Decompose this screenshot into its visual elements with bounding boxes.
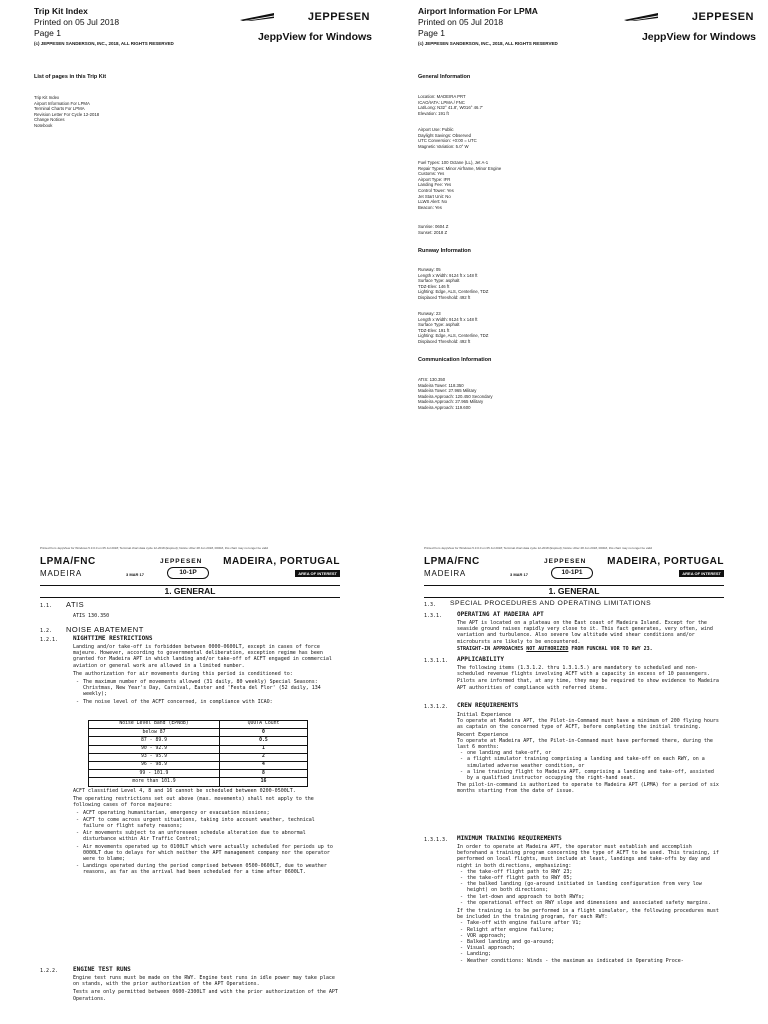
info-line: Repair Types: Minor Airframe, Minor Engine xyxy=(418,165,502,171)
table-row xyxy=(89,753,308,761)
paragraph: Landing and/or take-off is forbidden between 0000-0600LT, except in cases of force majeure. However, according to governmental deliberation, exception regime has been granted for Madeira APT in which landing and/or take-off of ACFT engaged in commercial aviation or general work are allowed in a limited number. xyxy=(73,644,332,669)
bullet-item: - The maximum number of movements allowed (31 daily, 80 weekly) Special Seasons: Christmas, New Year's Day, Carnival, Easter and 'Festa del Flor' (52 daily, 134 weekly); xyxy=(73,679,338,698)
force-majeure-text xyxy=(73,788,338,876)
bullet-item: - the take-off flight path to RWY 23; xyxy=(457,869,722,875)
general-info-title: General Information xyxy=(418,74,471,80)
general-block-location xyxy=(418,94,483,116)
paragraph: The following items (1.3.1.2. thru 1.3.1.5.) are mandatory to scheduled and non-scheduled revenue flights involving ACFT with a capacity in excess of 10 passengers. xyxy=(457,665,710,678)
info-line: Lighting: Edge, ALS, Centerline, TDZ xyxy=(418,333,489,339)
info-line: TDZ-Elev: 146 ft xyxy=(418,283,450,289)
section-number: 1.2. xyxy=(40,628,53,634)
info-line: UTC Conversion: +0:00 = UTC xyxy=(418,138,477,144)
section-heading: SPECIAL PROCEDURES AND OPERATING LIMITATIONS xyxy=(450,600,652,607)
bullet-item: - Take-off with engine failure after V1; xyxy=(457,920,722,926)
info-line: Surface Type: asphalt xyxy=(418,278,460,284)
subheading: Recent Experience xyxy=(457,731,509,738)
info-line: Sunset: 2018 Z xyxy=(418,229,448,235)
jeppesen-logo xyxy=(624,11,754,25)
bullet-item: - Weather conditions: Winds - the maximum as indicated in Operating Proce- xyxy=(457,958,722,964)
info-line: Jet Start Unit: No xyxy=(418,193,451,199)
bullet-item: - Balked landing and go-around; xyxy=(457,939,722,945)
info-line: Elevation: 191 ft xyxy=(418,110,449,116)
section-heading: NOISE ABATEMENT xyxy=(66,625,144,634)
paragraph: The authorization for air movements during this period is conditioned to: xyxy=(73,670,293,677)
info-line: ICAO/IATA: LPMA / FNC xyxy=(418,99,465,105)
crew-requirements-text xyxy=(457,712,722,795)
info-line: Lat/Long: N32° 41.8', W016° 46.7' xyxy=(418,105,483,111)
runway-05-block xyxy=(418,267,488,301)
subsection-heading: CREW REQUIREMENTS xyxy=(457,702,519,709)
bullet-item: - the operational effect on RWY slope and dimensions and associated safety margins. xyxy=(457,900,722,906)
chart-date: 3 MAR 17 xyxy=(126,572,145,577)
paragraph: In order to operate at Madeira APT, the operator must establish and accomplish beforehand a training program concerning the type of ACFT to be used. This training, if performed on local flights, must include at least, landings and take-offs by day and night in both directions, emphasizing: xyxy=(457,844,719,869)
quota-count: 2 xyxy=(220,753,308,761)
info-line: Madeira Approach: 120.450 Secondary xyxy=(418,393,493,399)
area-badge: AREA OF INTEREST xyxy=(295,570,340,577)
noise-band: 87 - 89.9 xyxy=(89,737,220,745)
airport-code: LPMA/FNC xyxy=(40,556,96,567)
restriction-text: FROM FUNCHAL VOR TO RWY 23. xyxy=(568,645,653,652)
list-item: Change Notices xyxy=(34,117,65,123)
subsection-heading: NIGHTTIME RESTRICTIONS xyxy=(73,635,153,642)
info-line: LLWS Alert: No xyxy=(418,199,448,205)
jeppesen-mark: JEPPESEN xyxy=(160,558,203,565)
info-line: Control Tower: Yes xyxy=(418,187,454,193)
paragraph: The operating restrictions set out above (max. movements) shall not apply to the following cases of force majeure: xyxy=(73,796,314,809)
info-line: Customs: Yes xyxy=(418,171,445,177)
section-divider xyxy=(40,597,340,598)
print-notice: Printed from JeppView for Windows 5.3.0.0 on 05 Jul 2018; Terminal chart data cycle 12-2018 (Expired); Notice: After 28 Jun 2018, 0000Z, this chart may no longer be valid xyxy=(40,546,269,550)
info-line: Length x Width: 9124 ft x 148 ft xyxy=(418,316,478,322)
quota-count: 0.5 xyxy=(220,737,308,745)
chart-number: 10-1P xyxy=(167,567,209,579)
section-number: 1.3.1.2. xyxy=(424,704,449,710)
printed-date: Printed on 05 Jul 2018 xyxy=(34,17,120,27)
info-line: Lighting: Edge, ALS, Centerline, TDZ xyxy=(418,289,489,295)
bullet-item: - ACFT to come across urgent situations, taking into account weather, technical failure or flight safety reasons; xyxy=(73,817,338,829)
airport-name: MADEIRA xyxy=(40,569,83,578)
table-row xyxy=(89,761,308,769)
chart-header xyxy=(40,556,340,584)
info-line: Displaced Threshold: 492 ft xyxy=(418,338,471,344)
noise-band: more than 101.9 xyxy=(89,778,220,786)
info-line: Airport Use: Public xyxy=(418,127,454,132)
bullet-item: - Relight after engine failure; xyxy=(457,927,722,933)
info-line: Length x Width: 9124 ft x 148 ft xyxy=(418,272,478,278)
paragraph: Pilots are informed that, at any time, they may be required to show evidence to Madeira APT authorities of compliance with referred items. xyxy=(457,678,719,691)
restriction-text: STRAIGHT-IN APPROACHES xyxy=(457,645,527,652)
info-line: Madeira Tower: 27.965 Military xyxy=(418,388,477,394)
subsection-heading: OPERATING AT MADEIRA APT xyxy=(457,611,544,618)
bullet-item: - the take-off flight path to RWY 05; xyxy=(457,875,722,881)
jeppesen-mark: JEPPESEN xyxy=(544,558,587,565)
column-header: Noise Level Band (EPNdB) xyxy=(89,721,220,729)
table-row xyxy=(89,737,308,745)
noise-band: 96 - 98.9 xyxy=(89,761,220,769)
page-header xyxy=(418,6,762,52)
bullet-item: - one landing and take-off, or xyxy=(457,750,722,756)
info-line: Fuel Types: 100 Octane (LL), Jet A-1 xyxy=(418,160,489,165)
info-line: Surface Type: asphalt xyxy=(418,322,460,328)
bullet-item: - Air movements subject to an unforeseen schedule alteration due to abnormal disturbance within Air Traffic Control; xyxy=(73,830,338,842)
list-item: Airport Information For LPMA xyxy=(34,100,90,106)
approach-restriction xyxy=(457,646,722,652)
subsection-heading: MINIMUM TRAINING REQUIREMENTS xyxy=(457,835,562,842)
app-name: JeppView for Windows xyxy=(257,31,372,43)
info-line: Runway: 05 xyxy=(418,267,441,272)
chart-location: MADEIRA, PORTUGAL xyxy=(607,556,724,567)
info-line: Displaced Threshold: 492 ft xyxy=(418,294,471,300)
quota-count: 8 xyxy=(220,770,308,778)
section-title: 1. GENERAL xyxy=(164,586,216,596)
jeppesen-swoosh-icon xyxy=(624,13,658,21)
table-row xyxy=(89,745,308,753)
info-line: TDZ-Elev: 191 ft xyxy=(418,327,450,333)
column-header: QUOTA Count xyxy=(220,721,308,729)
paragraph: If the training is to be performed in a flight simulator, the following procedures must be included in the training program, for each RWY: xyxy=(457,908,719,921)
paragraph: Tests are only permitted between 0600-2300LT and with the prior authorization of the APT Operations. xyxy=(73,989,338,1002)
info-line: Landing Fee: Yes xyxy=(418,182,452,188)
table-row xyxy=(89,729,308,737)
info-line: Madeira Approach: 27.965 Military xyxy=(418,399,484,405)
general-block-sun xyxy=(418,224,448,235)
restriction-emphasis: NOT AUTHORIZED xyxy=(526,645,569,652)
page-number: Page 1 xyxy=(418,28,445,38)
info-line: Runway: 23 xyxy=(418,311,441,316)
bullet-item: - Landing; xyxy=(457,951,722,957)
noise-band: below 87 xyxy=(89,729,220,737)
noise-level-table xyxy=(88,720,308,787)
table-row xyxy=(89,770,308,778)
general-block-use xyxy=(418,127,477,149)
info-line: Location: MADEIRA PRT xyxy=(418,94,466,99)
paragraph: ACFT classified Level 4, 8 and 16 cannot be scheduled between 0200-0500LT. xyxy=(73,788,296,794)
page-title: Trip Kit Index xyxy=(34,6,88,16)
airport-code: LPMA/FNC xyxy=(424,556,480,567)
bullet-item: - a flight simulator training comprising a landing and take-off on each RWY, on a simulated adverse weather condition, or xyxy=(457,756,722,768)
bullet-item: - Visual approach; xyxy=(457,945,722,951)
list-item: Revision Letter For Cycle 12-2018 xyxy=(34,111,100,117)
chart-number: 10-1P1 xyxy=(551,567,593,579)
section-number: 1.2.1. xyxy=(40,637,59,643)
info-line: Madeira Approach: 119.600 xyxy=(418,404,471,410)
jeppesen-logo xyxy=(240,11,370,25)
chart-location: MADEIRA, PORTUGAL xyxy=(223,556,340,567)
bullet-item: - Landings operated during the period comprised between 0500-0600LT, due to weather reasons, as far as the arrival had been scheduled for a time after 0600LT. xyxy=(73,863,338,875)
copyright-notice: (c) JEPPESEN SANDERSON, INC., 2018, ALL RIGHTS RESERVED xyxy=(34,41,174,46)
page-number: Page 1 xyxy=(34,28,61,38)
noise-band: 90 - 92.9 xyxy=(89,745,220,753)
bullet-item: - ACFT operating humanitarian, emergency or evacuation missions; xyxy=(73,810,338,816)
section-title: 1. GENERAL xyxy=(548,586,600,596)
bullet-item: - The noise level of the ACFT concerned, in compliance with ICAO: xyxy=(73,699,338,705)
nighttime-text xyxy=(73,644,338,705)
area-badge: AREA OF INTEREST xyxy=(679,570,724,577)
noise-band: 93 - 95.9 xyxy=(89,753,220,761)
bullet-item: - a line training flight to Madeira APT, comprising a landing and take-off, assisted by a qualified instructor occupying the right-hand seat. xyxy=(457,769,722,781)
subheading: Initial Experience xyxy=(457,712,512,718)
quota-count: 0 xyxy=(220,729,308,737)
communication-block xyxy=(418,377,493,411)
bullet-item: - Air movements operated up to 0100LT which were actually scheduled for periods up to 0000LT due to delays for which neither the APT management company nor the operator were to blame; xyxy=(73,844,338,863)
chart-body xyxy=(40,602,340,1022)
bullet-item: - the balked landing (go-around initiated in landing configuration from very low height) on both directions; xyxy=(457,881,722,893)
printed-date: Printed on 05 Jul 2018 xyxy=(418,17,504,27)
section-number: 1.3.1. xyxy=(424,613,443,619)
info-line: ATIS: 130.350 xyxy=(418,377,446,382)
list-title: List of pages in this Trip Kit xyxy=(34,74,107,80)
table-row xyxy=(89,778,308,786)
app-name: JeppView for Windows xyxy=(641,31,756,43)
chart-page-10-1p1 xyxy=(384,512,768,1024)
copyright-notice: (c) JEPPESEN SANDERSON, INC., 2018, ALL RIGHTS RESERVED xyxy=(418,41,558,46)
communication-info-title: Communication Information xyxy=(418,357,492,363)
engine-test-text xyxy=(73,975,338,1002)
paragraph: The APT is located on a plateau on the East coast of Madeira Island. Except for the seaside ground raises rapidly very close to it. This fact generates, very often, wind variation and turbulence. Also severe low altitude wind shear conditions and/or microbursts are likely to be encountered. xyxy=(457,620,713,645)
noise-band: 99 - 101.9 xyxy=(89,770,220,778)
subsection-heading: ENGINE TEST RUNS xyxy=(73,966,131,973)
section-number: 1.3.1.3. xyxy=(424,837,449,843)
quota-count: 1 xyxy=(220,745,308,753)
subsection-heading: APPLICABILITY xyxy=(457,656,504,663)
paragraph: Engine test runs must be made on the RWY. Engine test runs in idle power may take place on stands, with the prior authorization of the APT Operations. xyxy=(73,975,335,988)
chart-date: 3 MAR 17 xyxy=(510,572,529,577)
runway-info-title: Runway Information xyxy=(418,248,471,254)
runway-23-block xyxy=(418,311,488,345)
page-header xyxy=(34,6,378,52)
training-text xyxy=(457,844,722,964)
info-line: Daylight Savings: Observed xyxy=(418,132,472,138)
airport-information-page xyxy=(384,0,768,512)
logo-text: JEPPESEN xyxy=(307,11,370,23)
chart-header xyxy=(424,556,724,584)
quota-count: 16 xyxy=(220,778,308,786)
section-heading: ATIS xyxy=(66,600,85,609)
paragraph: The pilot-in-command is authorized to operate to Madeira APT (LPMA) for a period of six months starting from the date of issue. xyxy=(457,782,719,795)
info-line: Sunrise: 0604 Z xyxy=(418,224,449,229)
page-title: Airport Information For LPMA xyxy=(418,6,538,16)
bullet-item: - the let-down and approach to both RWYs; xyxy=(457,894,722,900)
airport-name: MADEIRA xyxy=(424,569,467,578)
trip-kit-index-page xyxy=(0,0,384,512)
paragraph: To operate at Madeira APT, the Pilot-in-Command must have performed there, during the last 6 months: xyxy=(457,737,713,751)
logo-text: JEPPESEN xyxy=(691,11,754,23)
info-line: Airport Type: IFR xyxy=(418,176,451,182)
info-line: Madeira Tower: 118.350 xyxy=(418,382,464,388)
print-notice: Printed from JeppView for Windows 5.3.0.0 on 05 Jul 2018; Terminal chart data cycle 12-2018 (Expired); Notice: After 28 Jun 2018, 0000Z, this chart may no longer be valid xyxy=(424,546,653,550)
list-item: Terminal Charts For LPMA xyxy=(34,106,85,112)
list-item: Trip Kit Index xyxy=(34,95,60,100)
page-list xyxy=(34,95,99,129)
info-line: Magnetic Variation: 5.0° W xyxy=(418,143,469,149)
jeppesen-swoosh-icon xyxy=(240,13,274,21)
chart-page-10-1p xyxy=(0,512,384,1024)
applicability-text xyxy=(457,665,722,691)
list-item: Notebook xyxy=(34,122,53,128)
chart-body xyxy=(424,601,724,1024)
bullet-item: - VOR approach; xyxy=(457,933,722,939)
operating-text xyxy=(457,620,722,652)
table-header-row xyxy=(89,721,308,729)
section-number: 1.2.2. xyxy=(40,968,59,974)
section-number: 1.3. xyxy=(424,602,437,608)
section-number: 1.3.1.1. xyxy=(424,658,449,664)
section-divider xyxy=(424,597,724,598)
info-line: Beacon: Yes xyxy=(418,204,442,210)
section-number: 1.1. xyxy=(40,603,53,609)
general-block-services xyxy=(418,160,501,210)
quota-count: 4 xyxy=(220,761,308,769)
paragraph: To operate at Madeira APT, the Pilot-in-Command must have a minimum of 200 flying hours as captain on the concerned type of ACFT, before completing the initial training. xyxy=(457,718,719,731)
atis-frequency: ATIS 130.350 xyxy=(73,613,110,619)
